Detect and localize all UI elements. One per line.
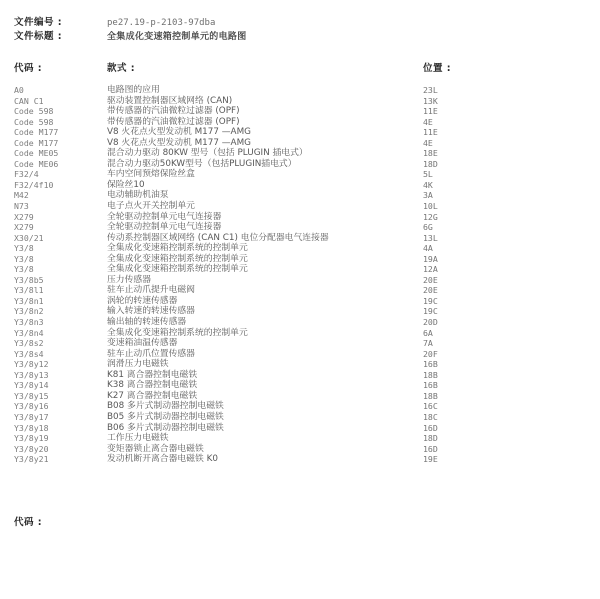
table-row — [0, 380, 600, 391]
row-position: 23L — [423, 85, 438, 95]
file-number-label: 文件编号 : — [14, 17, 63, 28]
row-position: 3A — [423, 190, 433, 201]
table-row — [0, 412, 600, 423]
row-position: 20E — [423, 274, 438, 285]
row-position: 5L — [423, 169, 433, 180]
table-row — [0, 391, 600, 402]
row-position: 19C — [423, 306, 438, 317]
table-row — [0, 338, 600, 349]
row-model: 电子点火开关控制单元 — [107, 201, 195, 212]
row-model: 全集成化变速箱控制系统的控制单元 — [107, 264, 248, 275]
row-model: 全轮驱动控制单元电气连接器 — [107, 222, 222, 233]
row-model: 混合动力驱动50KW型号（包括PLUGIN插电式） — [107, 158, 297, 169]
row-code: Y3/8y20 — [14, 443, 49, 454]
table-row — [0, 96, 600, 107]
table-row — [0, 201, 600, 212]
row-model: 车内空间预熔保险丝盒 — [107, 169, 195, 180]
table-row — [0, 127, 600, 138]
table-row — [0, 222, 600, 233]
table-row — [0, 190, 600, 201]
row-model: 压力传感器 — [107, 274, 151, 285]
row-code: Y3/8s4 — [14, 348, 44, 359]
row-position: 18D — [423, 433, 438, 444]
table-row — [0, 148, 600, 159]
row-position: 18C — [423, 411, 438, 422]
row-code: Code M177 — [14, 137, 59, 148]
row-position: 16B — [423, 359, 438, 370]
row-code: CAN C1 — [14, 95, 44, 106]
row-code: Y3/8n2 — [14, 306, 44, 317]
row-code: F32/4 — [14, 169, 39, 180]
row-model: 润滑压力电磁铁 — [107, 359, 169, 370]
row-code: Y3/8n3 — [14, 317, 44, 328]
table-row — [0, 106, 600, 117]
row-code: Y3/8b5 — [14, 274, 44, 285]
row-code: Y3/8y14 — [14, 380, 49, 391]
row-code: X30/21 — [14, 232, 44, 243]
row-position: 19A — [423, 253, 438, 264]
row-model: 电路图的应用 — [107, 85, 160, 95]
row-code: Y3/8n4 — [14, 327, 44, 338]
row-position: 20E — [423, 285, 438, 296]
row-code: X279 — [14, 211, 34, 222]
file-number-value: pe27.19-p-2103-97dba — [107, 18, 216, 28]
row-position: 4A — [423, 243, 433, 254]
row-position: 19C — [423, 295, 438, 306]
row-code: Y3/8n1 — [14, 295, 44, 306]
row-code: Y3/8y18 — [14, 422, 49, 433]
row-position: 13K — [423, 95, 438, 106]
row-model: K38 离合器控制电磁铁 — [107, 380, 198, 391]
row-model: 保险丝10 — [107, 179, 145, 190]
row-position: 4K — [423, 179, 433, 190]
table-row — [0, 85, 600, 96]
row-code: Code 598 — [14, 106, 54, 117]
row-position: 4E — [423, 116, 433, 127]
row-model: K81 离合器控制电磁铁 — [107, 369, 198, 380]
table-row — [0, 359, 600, 370]
table-header-code: 代码 : — [14, 63, 43, 74]
table-row — [0, 233, 600, 244]
row-code: Y3/8 — [14, 243, 34, 254]
row-code: F32/4f10 — [14, 179, 54, 190]
row-model: 驻车止动爪位置传感器 — [107, 348, 195, 359]
row-position: 11E — [423, 106, 438, 117]
file-title-value: 全集成化变速箱控制单元的电路图 — [107, 32, 247, 42]
row-model: V8 火花点火型发动机 M177 —AMG — [107, 127, 251, 138]
row-position: 16B — [423, 380, 438, 391]
row-code: Y3/8l1 — [14, 285, 44, 296]
row-code: M42 — [14, 190, 29, 201]
table-row — [0, 180, 600, 191]
table-row — [0, 296, 600, 307]
row-position: 18B — [423, 369, 438, 380]
table-row — [0, 264, 600, 275]
row-model: 变矩器锁止离合器电磁铁 — [107, 443, 204, 454]
file-title-line — [14, 24, 594, 43]
row-position: 16D — [423, 422, 438, 433]
row-code: Code 598 — [14, 116, 54, 127]
table-row — [0, 423, 600, 434]
table-row — [0, 285, 600, 296]
row-code: Y3/8s2 — [14, 338, 44, 349]
table-row — [0, 275, 600, 286]
row-model: 输入转速的转速传感器 — [107, 306, 195, 317]
row-model: 传动系控制器区域网络 (CAN C1) 电位分配器电气连接器 — [107, 232, 329, 243]
table-row — [0, 169, 600, 180]
table-row — [0, 454, 600, 465]
table-row — [0, 212, 600, 223]
row-code: Code M177 — [14, 127, 59, 138]
table-row — [0, 243, 600, 254]
row-model: B06 多片式制动器控制电磁铁 — [107, 422, 224, 433]
table-row — [0, 444, 600, 455]
row-position: 6G — [423, 222, 433, 233]
row-position: 20F — [423, 348, 438, 359]
row-code: Code ME05 — [14, 148, 59, 159]
table-row — [0, 117, 600, 128]
row-position: 12G — [423, 211, 438, 222]
table-header-model: 款式 : — [107, 63, 136, 74]
row-model: 涡轮的转速传感器 — [107, 295, 178, 306]
row-code: Y3/8y15 — [14, 390, 49, 401]
row-position: 18B — [423, 390, 438, 401]
table-row — [0, 159, 600, 170]
row-model: 全集成化变速箱控制系统的控制单元 — [107, 327, 248, 338]
row-position: 16D — [423, 443, 438, 454]
table-header-position: 位置 : — [423, 63, 452, 74]
table-row — [0, 306, 600, 317]
table-row — [0, 370, 600, 381]
row-position: 11E — [423, 127, 438, 138]
table-row — [0, 138, 600, 149]
row-code: N73 — [14, 201, 29, 212]
row-model: 电动辅助机油泵 — [107, 190, 169, 201]
row-position: 13L — [423, 232, 438, 243]
row-model: 输出轴的转速传感器 — [107, 317, 187, 328]
row-position: 4E — [423, 137, 433, 148]
row-model: B08 多片式制动器控制电磁铁 — [107, 401, 224, 412]
row-position: 12A — [423, 264, 438, 275]
table-row — [0, 401, 600, 412]
row-position: 16C — [423, 401, 438, 412]
row-code: Y3/8y17 — [14, 411, 49, 422]
row-model: 全集成化变速箱控制系统的控制单元 — [107, 243, 248, 254]
row-model: B05 多片式制动器控制电磁铁 — [107, 411, 224, 422]
row-model: 混合动力驱动 80KW 型号（包括 PLUGIN 插电式） — [107, 148, 308, 159]
row-code: Code ME06 — [14, 158, 59, 169]
row-model: 变速箱油温传感器 — [107, 338, 178, 349]
file-title-label: 文件标题 : — [14, 31, 63, 42]
row-code: Y3/8y16 — [14, 401, 49, 412]
row-code: Y3/8 — [14, 264, 34, 275]
table-row — [0, 328, 600, 339]
row-position: 10L — [423, 201, 438, 212]
row-model: 工作压力电磁铁 — [107, 433, 169, 444]
row-model: 驻车止动爪提升电磁阀 — [107, 285, 195, 296]
table-row — [0, 254, 600, 265]
code-table — [0, 85, 600, 465]
row-position: 18D — [423, 158, 438, 169]
footer-code-header: 代码 : — [14, 517, 43, 528]
row-model: V8 火花点火型发动机 M177 —AMG — [107, 137, 251, 148]
row-code: Y3/8y21 — [14, 454, 49, 465]
row-code: A0 — [14, 85, 24, 95]
row-model: 驱动装置控制器区域网络 (CAN) — [107, 95, 233, 106]
row-position: 6A — [423, 327, 433, 338]
row-position: 18E — [423, 148, 438, 159]
row-model: 发动机断开离合器电磁铁 K0 — [107, 454, 218, 465]
table-row — [0, 349, 600, 360]
row-code: Y3/8 — [14, 253, 34, 264]
row-code: Y3/8y12 — [14, 359, 49, 370]
row-code: Y3/8y13 — [14, 369, 49, 380]
row-position: 20D — [423, 317, 438, 328]
row-code: X279 — [14, 222, 34, 233]
table-row — [0, 317, 600, 328]
row-model: 全集成化变速箱控制系统的控制单元 — [107, 253, 248, 264]
row-code: Y3/8y19 — [14, 433, 49, 444]
row-position: 19E — [423, 454, 438, 465]
row-model: K27 离合器控制电磁铁 — [107, 390, 198, 401]
row-model: 带传感器的汽油微粒过滤器 (OPF) — [107, 106, 240, 117]
table-row — [0, 433, 600, 444]
row-model: 带传感器的汽油微粒过滤器 (OPF) — [107, 116, 240, 127]
row-model: 全轮驱动控制单元电气连接器 — [107, 211, 222, 222]
row-position: 7A — [423, 338, 433, 349]
